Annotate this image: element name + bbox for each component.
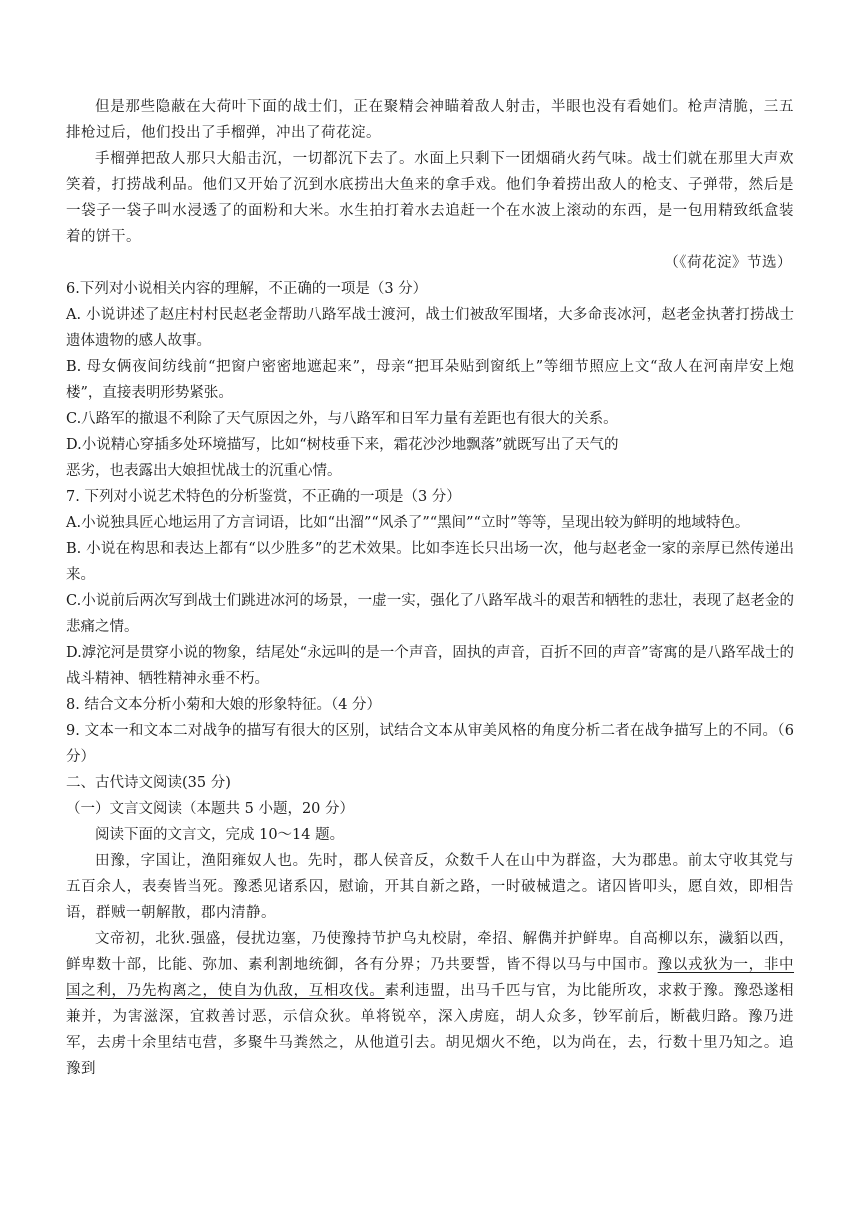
classical-text: 文帝初，北狄.强盛，侵扰边塞，乃使豫持节护乌丸校尉，牵招、解儁并护鲜卑。自高柳以东，濊貊以西，鲜卑数十部，比能、弥加、素利割地统御，各有分界；乃共要誓，皆不得以马与中国市。 bbox=[66, 931, 794, 973]
underlined-sentence: 豫以戎狄为一，非中国之利，乃先构离之，使自为仇敌，互相攻伐。 bbox=[66, 957, 795, 999]
question-6-option-c: C.八路军的撤退不利除了天气原因之外，与八路军和日军力量有差距也有很大的关系。 bbox=[66, 411, 618, 427]
question-9: 9. 文本一和文本二对战争的描写有很大的区别，试结合文本从审美风格的角度分析二者在战争描写上的不同。（6 分） bbox=[66, 723, 794, 765]
question-7-stem: 7. 下列对小说艺术特色的分析鉴赏，不正确的一项是（3 分） bbox=[66, 489, 461, 505]
section-title: 二、古代诗文阅读(35 分) bbox=[66, 775, 231, 791]
passage-paragraph: 手榴弹把敌人那只大船击沉，一切都沉下去了。水面上只剩下一团烟硝火药气味。战士们就在那里大声欢笑着，打捞战利品。他们又开始了沉到水底捞出大鱼来的拿手戏。他们争着捞出敌人的枪支、子弹带，然后是一袋子一袋子叫水浸透了的面粉和大米。水生拍打着水去追赶一个在水波上滚动的东西，是一包用精致纸盒装着的饼干。 bbox=[66, 151, 794, 245]
question-7-option-d: D.滹沱河是贯穿小说的物象，结尾处“永远叫的是一个声音，固执的声音，百折不回的声音”寄寓的是八路军战士的战斗精神、牺牲精神永垂不朽。 bbox=[66, 645, 794, 687]
classical-text: 素利违盟，出马千匹与官，为比能所攻，求救于豫。豫恐遂相兼并，为害滋深，宜救善讨恶，示信众狄。单将锐卒，深入虏庭，胡人众多，钞军前后，断截归路。豫乃进军，去虏十余里结屯营，多聚牛马粪然之，从他道引去。胡见烟火不绝，以为尚在，去，行数十里乃知之。追豫到 bbox=[66, 983, 795, 1077]
question-6-option-d-line2: 恶劣，也表露出大娘担忧战士的沉重心情。 bbox=[66, 463, 342, 479]
question-8: 8. 结合文本分析小菊和大娘的形象特征。（4 分） bbox=[66, 697, 382, 713]
passage-paragraph: 但是那些隐蔽在大荷叶下面的战士们，正在聚精会神瞄着敌人射击，半眼也没有看她们。枪声清脆，三五排枪过后，他们投出了手榴弹，冲出了荷花淀。 bbox=[66, 99, 794, 141]
classical-paragraph: 田豫，字国让，渔阳雍奴人也。先时，郡人侯音反，众数千人在山中为群盗，大为郡患。前太守收其党与五百余人，表奏皆当死。豫悉见诸系囚，慰谕，开其自新之路，一时破械遣之。诸囚皆叩头，愿自效，即相告语，群贼一朝解散，郡内清静。 bbox=[66, 853, 794, 921]
question-6-option-b: B. 母女俩夜间纺线前“把窗户密密地遮起来”，母亲“把耳朵贴到窗纸上”等细节照应上文“敌人在河南岸安上炮楼”，直接表明形势紧张。 bbox=[66, 359, 794, 401]
question-7-option-a: A.小说独具匠心地运用了方言词语，比如“出溜”“风杀了”“黑间”“立时”等等，呈现出较为鲜明的地域特色。 bbox=[66, 515, 750, 531]
passage-source: （《荷花淀》节选） bbox=[664, 255, 792, 271]
question-6-stem: 6.下列对小说相关内容的理解，不正确的一项是（3 分） bbox=[66, 281, 428, 297]
subsection-title: （一）文言文阅读（本题共 5 小题，20 分） bbox=[66, 801, 355, 817]
classical-paragraph bbox=[66, 926, 794, 1082]
question-7-option-c: C.小说前后两次写到战士们跳进冰河的场景，一虚一实，强化了八路军战斗的艰苦和牺牲的悲壮，表现了赵老金的悲痛之情。 bbox=[66, 593, 794, 635]
question-6-option-a: A. 小说讲述了赵庄村村民赵老金帮助八路军战士渡河，战士们被敌军围堵，大多命丧冰河，赵老金执著打捞战士遗体遗物的感人故事。 bbox=[66, 307, 794, 349]
question-7-option-b: B. 小说在构思和表达上都有“以少胜多”的艺术效果。比如李连长只出场一次，他与赵老金一家的亲厚已然传递出来。 bbox=[66, 541, 794, 583]
question-6-option-d-line1: D.小说精心穿插多处环境描写，比如“树枝垂下来，霜花沙沙地飘落”就既写出了天气的 bbox=[66, 437, 619, 453]
reading-instruction: 阅读下面的文言文，完成 10～14 题。 bbox=[95, 827, 345, 843]
